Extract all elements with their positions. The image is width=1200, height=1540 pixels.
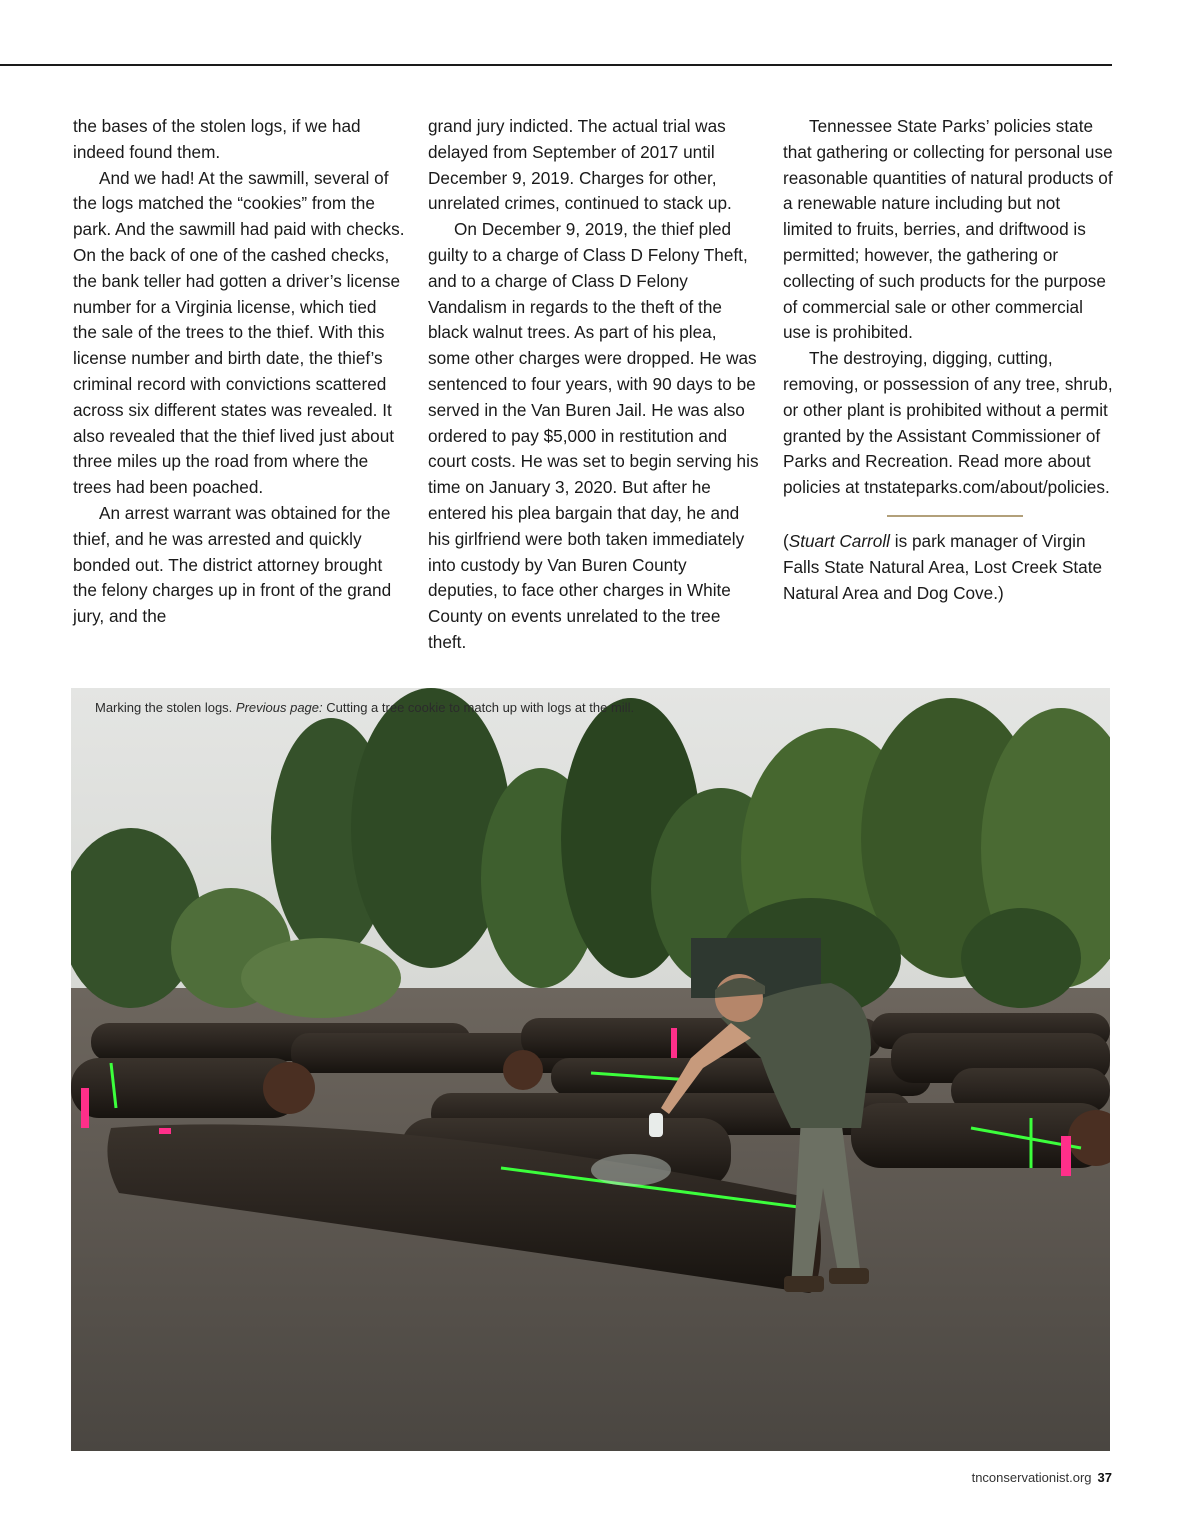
top-rule [0,64,1112,66]
photo-caption [95,700,634,715]
caption-rest: Cutting a tree cookie to match up with logs at the mill. [322,700,635,715]
paragraph: And we had! At the sawmill, several of the logs matched the “cookies” from the park. And the sawmill had paid with checks. On the back of one of the cashed checks, the bank teller had gotten a driver’s license number for a Virginia license, which tied the sale of the trees to the thief. With this license number and birth date, the thief’s criminal record with convictions scattered across six different states was revealed. It also revealed that the thief lived just about three miles up the road from where the trees had been poached. [73,167,405,498]
photo-illustration [71,688,1110,1451]
paragraph: On December 9, 2019, the thief pled guilty to a charge of Class D Felony Theft, and to a charge of Class D Felony Vandalism in regards to the theft of the black walnut trees. As part of his plea, some other charges were dropped. He was sentenced to four years, with 90 days to be served in the Van Buren Jail. He was also ordered to pay $5,000 in restitution and court costs. He was set to begin serving his time on January 3, 2020. But after he entered his plea bargain that day, he and his girlfriend were both taken immediately into custody by Van Buren County deputies, to face other charges in White County on events unrelated to the tree theft. [428,219,759,652]
page-footer [972,1470,1112,1485]
paragraph: the bases of the stolen logs, if we had indeed found them. [73,116,361,162]
paragraph: An arrest warrant was obtained for the thief, and he was arrested and quickly bonded out. The district attorney brought the felony charges up in front of the grand jury, and the [73,502,392,627]
separator-rule [887,515,1023,517]
paragraph: The destroying, digging, cutting, removing, or possession of any tree, shrub, or other plant is prohibited without a permit granted by the Assistant Commissioner of Parks and Recreation. Read more about policies at tnstateparks.com/about/policies. [783,348,1113,498]
photo-marking-logs [71,688,1110,1451]
caption-text: Marking the stolen logs. [95,700,236,715]
paragraph: Tennessee State Parks’ policies state that gathering or collecting for personal use reasonable quantities of natural products of a renewable nature including but not limited to fruits, berries, and driftwood is permitted; however, the gathering or collecting of such products for the purpose of commercial sale or other commercial use is prohibited. [783,116,1113,343]
caption-italic: Previous page: [235,700,323,715]
bio-text: is park manager of Virgin Falls State Natural Area, Lost Creek State Natural Area and Dog Cove.) [783,530,1103,603]
author-name: Stuart Carroll [788,530,890,551]
bio-open: ( [783,530,789,551]
article-column-3 [783,114,1113,606]
paragraph: grand jury indicted. The actual trial was delayed from September of 2017 until December 9, 2019. Charges for other, unrelated crimes, continued to stack up. [428,116,732,214]
article-column-2 [428,114,760,656]
author-bio [783,529,1113,606]
article-column-1 [73,114,405,630]
footer-site: tnconservationist.org [971,1470,1092,1485]
page-number: 37 [1097,1470,1112,1485]
